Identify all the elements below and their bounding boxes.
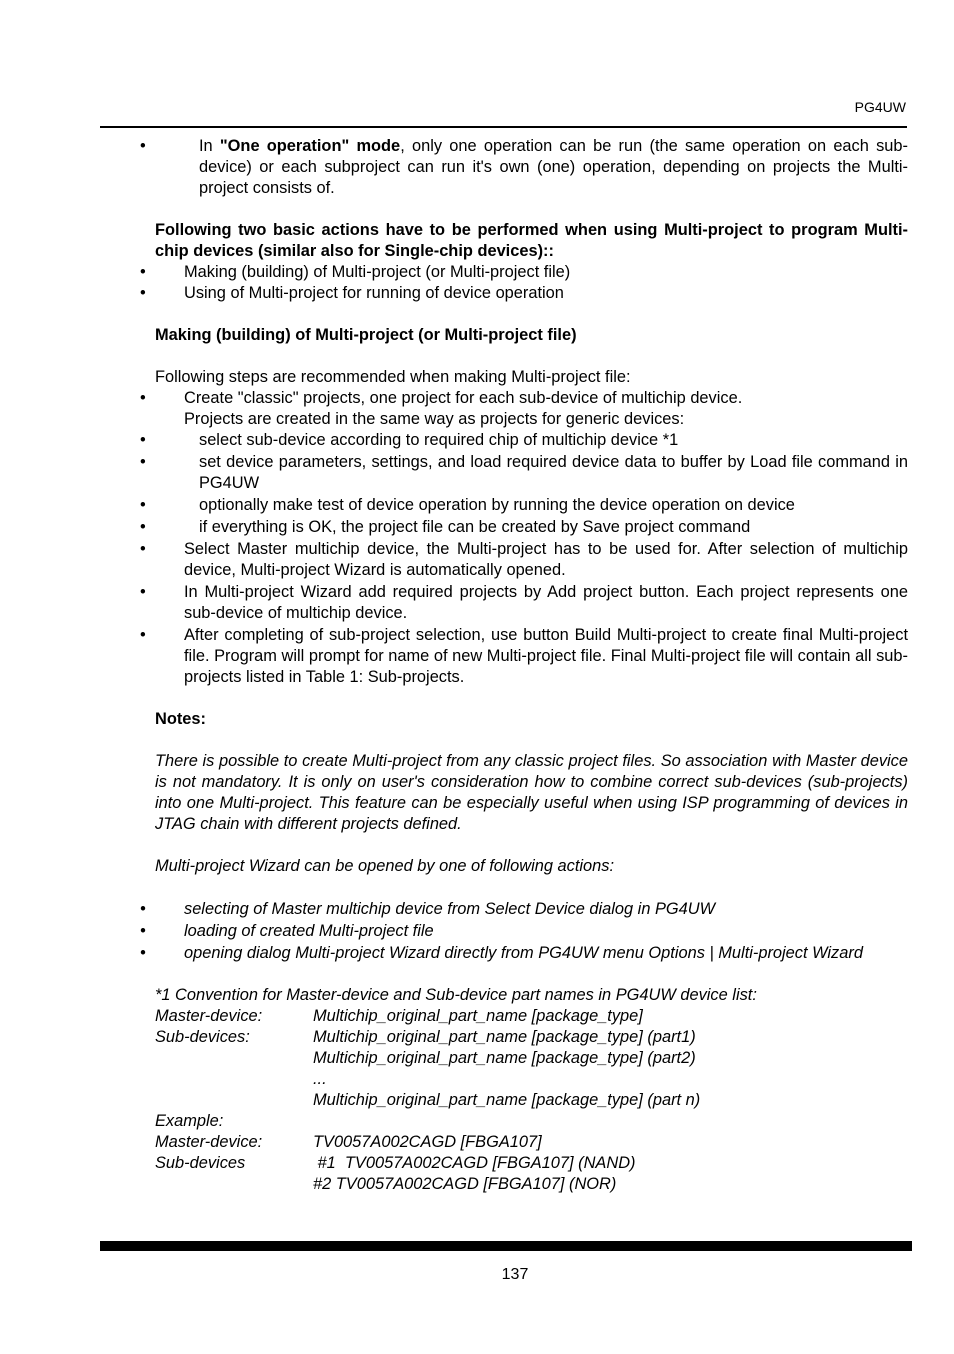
list-item: • selecting of Master multichip device from Select Device dialog in PG4UW <box>155 899 908 920</box>
header-title: PG4UW <box>854 99 906 115</box>
convention-row <box>155 1174 908 1195</box>
page-content <box>155 136 908 1195</box>
row-label: Sub-devices <box>155 1154 246 1172</box>
convention-row <box>155 1090 908 1111</box>
convention-row <box>155 1006 908 1027</box>
list-item: • After completing of sub-project selection, use button Build Multi-project to create final Multi-project file. Program will prompt for name of new Multi-project file. Final Multi-project file will contain all sub-projects listed in Table 1: Sub-projects. <box>155 625 908 688</box>
top-bullet-list <box>155 136 908 199</box>
list-item: • set device parameters, settings, and load required device data to buffer by Load file command in PG4UW <box>155 452 908 494</box>
list-item: • opening dialog Multi-project Wizard directly from PG4UW menu Options | Multi-project Wizard <box>155 943 908 964</box>
step-text: Create "classic" projects, one project for each sub-device of multichip device. <box>184 389 743 407</box>
row-label <box>155 1048 313 1069</box>
bullet-text: , only one operation can be run (the same operation on each sub-device) or each subproject can run it's own (one) operation, depending on projects the Multi-project consists of. <box>199 137 908 197</box>
note-paragraph: There is possible to create Multi-project from any classic project files. So association with Master device is not mandatory. It is only on user's consideration how to combine correct sub-devices (sub-projects) into one Multi-project. This feature can be especially useful when using ISP programming of devices in JTAG chain with different projects defined. <box>155 752 908 833</box>
header-rule <box>100 126 907 128</box>
row-value: ... <box>313 1070 327 1088</box>
row-value: Multichip_original_part_name [package_type] <box>313 1007 643 1025</box>
row-value: TV0057A002CAGD [FBGA107] <box>313 1133 542 1151</box>
convention-title: *1 Convention for Master-device and Sub-device part names in PG4UW device list: <box>155 986 757 1004</box>
list-item: • if everything is OK, the project file can be created by Save project command <box>155 517 908 538</box>
convention-row <box>155 1069 908 1090</box>
steps-list-cont <box>155 539 908 688</box>
step-note: Projects are created in the same way as projects for generic devices: <box>184 410 685 428</box>
intro-heading: Following two basic actions have to be performed when using Multi-project to program Multi-chip devices (similar also for Single-chip devices):: <box>155 221 908 260</box>
list-item: • loading of created Multi-project file <box>155 921 908 942</box>
row-label <box>155 1069 313 1090</box>
row-value: #1 TV0057A002CAGD [FBGA107] (NAND) <box>313 1154 636 1172</box>
list-item: • Select Master multichip device, the Multi-project has to be used for. After selection of multichip device, Multi-project Wizard is automatically opened. <box>155 539 908 581</box>
list-item: • Using of Multi-project for running of device operation <box>155 283 908 304</box>
row-value: Multichip_original_part_name [package_type] (part1) <box>313 1028 696 1046</box>
row-value: Multichip_original_part_name [package_type] (part n) <box>313 1091 701 1109</box>
list-item: • optionally make test of device operation by running the device operation on device <box>155 495 908 516</box>
note-paragraph: Multi-project Wizard can be opened by one of following actions: <box>155 857 615 875</box>
row-value: Multichip_original_part_name [package_type] (part2) <box>313 1049 696 1067</box>
row-label: Master-device: <box>155 1007 263 1025</box>
actions-list <box>155 899 908 964</box>
list-item: • select sub-device according to required chip of multichip device *1 <box>155 430 908 451</box>
list-item: • In Multi-project Wizard add required projects by Add project button. Each project represents one sub-device of multichip device. <box>155 582 908 624</box>
row-label: Example: <box>155 1112 224 1130</box>
list-item <box>155 388 908 430</box>
convention-row <box>155 1132 908 1153</box>
page-number: 137 <box>501 1266 529 1283</box>
convention-block <box>155 985 908 1195</box>
row-label: Master-device: <box>155 1133 263 1151</box>
row-label <box>155 1174 313 1195</box>
intro-list <box>155 262 908 304</box>
row-label <box>155 1090 313 1111</box>
section-heading: Making (building) of Multi-project (or Multi-project file) <box>155 326 577 344</box>
footer-rule <box>100 1241 912 1251</box>
row-value: #2 TV0057A002CAGD [FBGA107] (NOR) <box>313 1175 617 1193</box>
steps-list <box>155 388 908 430</box>
convention-row <box>155 1027 908 1048</box>
bold-term: "One operation" mode <box>219 137 401 155</box>
list-item <box>155 136 908 199</box>
convention-row <box>155 1111 908 1132</box>
row-label: Sub-devices: <box>155 1028 250 1046</box>
convention-row <box>155 1048 908 1069</box>
steps-intro: Following steps are recommended when making Multi-project file: <box>155 368 631 386</box>
list-item: • Making (building) of Multi-project (or Multi-project file) <box>155 262 908 283</box>
substeps-list <box>155 430 908 538</box>
bullet-text: In <box>199 137 220 155</box>
notes-heading: Notes: <box>155 710 206 728</box>
convention-row <box>155 1153 908 1174</box>
